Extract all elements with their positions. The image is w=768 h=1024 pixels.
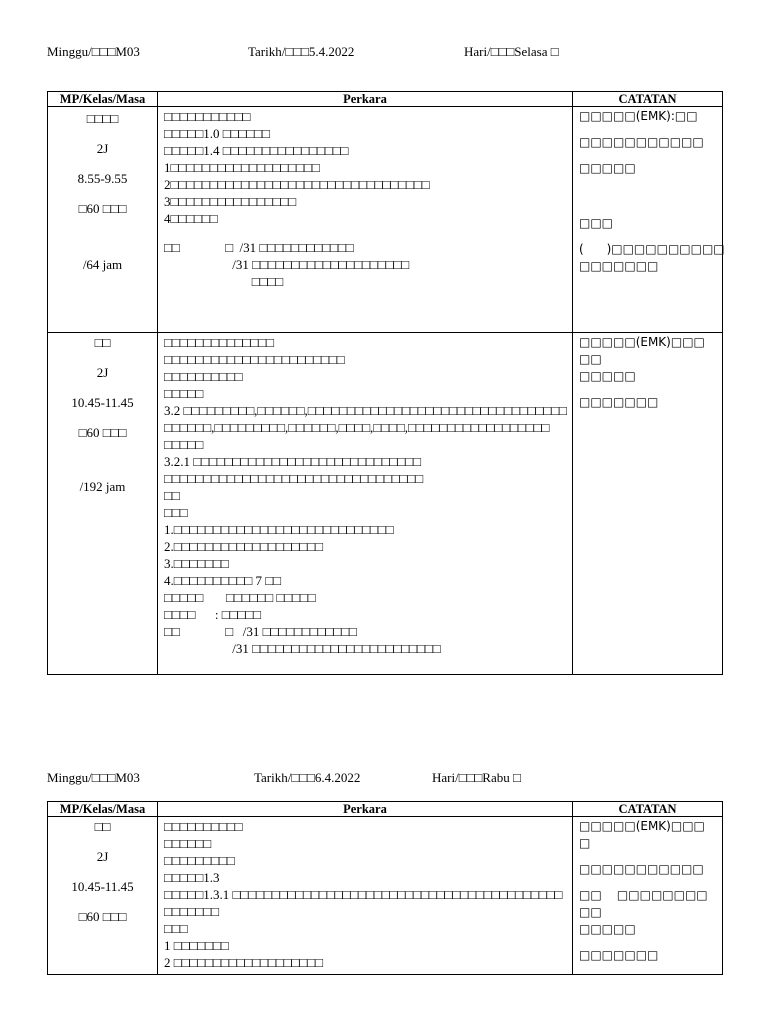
subject-name: □□ xyxy=(94,819,111,834)
perkara-line: 2.□□□□□□□□□□□□□□□□□□□ xyxy=(164,539,323,554)
perkara-line: □□ □ /31 □□□□□□□□□□□□ xyxy=(164,240,354,255)
column-header-perkara: Perkara xyxy=(158,92,573,107)
perkara-line: 1□□□□□□□□□□□□□□□□□□□ xyxy=(164,160,320,175)
catatan-line: □□□□□□□□□□□ xyxy=(579,135,704,149)
column-header-mp: MP/Kelas/Masa xyxy=(48,92,158,107)
perkara-line: □□□□□1.4 □□□□□□□□□□□□□□□□ xyxy=(164,143,349,158)
perkara-line: □□□□□□□□□□□□□□□□□□□□□□□□□□□□□□□□□ xyxy=(164,471,424,486)
time-slot: 10.45-11.45 xyxy=(71,395,134,410)
perkara-line: 1.□□□□□□□□□□□□□□□□□□□□□□□□□□□□ xyxy=(164,522,394,537)
catatan-cell xyxy=(573,107,723,333)
subject-name: □□ xyxy=(94,335,111,350)
perkara-line: □□□□ : □□□□□ xyxy=(164,607,262,622)
week-header-1 xyxy=(47,44,727,60)
perkara-line: □□□□□□ xyxy=(164,836,212,851)
catatan-line: □□□ xyxy=(579,216,614,230)
minggu-label: Minggu/□□□M03 xyxy=(47,44,140,59)
duration: □60 □□□ xyxy=(78,201,127,216)
mp-cell xyxy=(48,107,158,333)
perkara-line: □□□□□ xyxy=(164,386,204,401)
mp-cell xyxy=(48,817,158,975)
perkara-line: 3.□□□□□□□ xyxy=(164,556,229,571)
catatan-line: □□□□□(EMK):□□ xyxy=(579,109,698,123)
perkara-line: /31 □□□□□□□□□□□□□□□□□□□□□□□□ xyxy=(164,641,441,656)
catatan-cell xyxy=(573,817,723,975)
perkara-line: □□□□□□□□□□ xyxy=(164,819,243,834)
catatan-line: □□□□□ xyxy=(579,161,636,175)
catatan-line: □□ □□□□□□□□□□ xyxy=(579,888,708,919)
catatan-line: □□□□□ xyxy=(579,369,636,383)
perkara-line: □□□ xyxy=(164,505,188,520)
perkara-line: □□□□□ □□□□□□ □□□□□ xyxy=(164,590,316,605)
perkara-line: □□□□□1.0 □□□□□□ xyxy=(164,126,270,141)
perkara-line: □□□□□□□□□□□□□□□□□□□□□□□ xyxy=(164,352,345,367)
perkara-line: □□□□□□□□□ xyxy=(164,853,235,868)
perkara-line: 2□□□□□□□□□□□□□□□□□□□□□□□□□□□□□□□□□ xyxy=(164,177,430,192)
perkara-line: 1 □□□□□□□ xyxy=(164,938,229,953)
perkara-line: 3□□□□□□□□□□□□□□□□ xyxy=(164,194,297,209)
catatan-line: ( )□□□□□□□□□□ xyxy=(579,242,725,256)
perkara-line: □□□□□□□ xyxy=(164,904,219,919)
subject-name: □□□□ xyxy=(86,111,119,126)
column-header-catatan: CATATAN xyxy=(573,802,723,817)
perkara-line: /31 □□□□□□□□□□□□□□□□□□□□ xyxy=(164,257,410,272)
class-name: 2J xyxy=(96,141,109,156)
week-header-2 xyxy=(47,770,727,786)
hari-label: Hari/□□□Selasa □ xyxy=(464,44,559,59)
table-header-row xyxy=(48,802,723,817)
perkara-cell xyxy=(158,107,573,333)
perkara-line: □□□□□□□□□□ xyxy=(164,369,243,384)
column-header-catatan: CATATAN xyxy=(573,92,723,107)
perkara-line: □□□ xyxy=(164,921,188,936)
tarikh-label: Tarikh/□□□6.4.2022 xyxy=(254,770,361,785)
perkara-line: □□□□□1.3 xyxy=(164,870,220,885)
table-row xyxy=(48,817,723,975)
lesson-plan-table-2 xyxy=(47,801,723,975)
class-name: 2J xyxy=(96,849,109,864)
perkara-line: □□ xyxy=(164,488,180,503)
total-hours: /64 jam xyxy=(82,257,123,272)
perkara-line: 3.2.1 □□□□□□□□□□□□□□□□□□□□□□□□□□□□□ xyxy=(164,454,421,469)
perkara-line: □□ □ /31 □□□□□□□□□□□□ xyxy=(164,624,357,639)
catatan-line: □□□□□ xyxy=(579,922,636,936)
catatan-line: □□□□□□□ xyxy=(579,948,659,962)
catatan-line: □□□□□□□□□□□ xyxy=(579,862,704,876)
duration: □60 □□□ xyxy=(78,425,127,440)
catatan-line: □□□□□□□ xyxy=(579,259,659,273)
time-slot: 10.45-11.45 xyxy=(71,879,134,894)
column-header-mp: MP/Kelas/Masa xyxy=(48,802,158,817)
perkara-line: □□□□□ xyxy=(164,437,204,452)
column-header-perkara: Perkara xyxy=(158,802,573,817)
perkara-cell xyxy=(158,817,573,975)
perkara-line: □□□□□□□□□□□□□□ xyxy=(164,335,274,350)
total-hours: /192 jam xyxy=(79,479,126,494)
duration: □60 □□□ xyxy=(78,909,127,924)
perkara-line: □□□□ xyxy=(164,274,284,289)
mp-cell xyxy=(48,333,158,675)
minggu-label: Minggu/□□□M03 xyxy=(47,770,140,785)
time-slot: 8.55-9.55 xyxy=(77,171,128,186)
catatan-line: □□□□□(EMK)□□□□□ xyxy=(579,335,705,366)
perkara-line: 4.□□□□□□□□□□ 7 □□ xyxy=(164,573,281,588)
class-name: 2J xyxy=(96,365,109,380)
catatan-line: □□□□□(EMK)□□□□ xyxy=(579,819,705,850)
catatan-line: □□□□□□□ xyxy=(579,395,659,409)
table-row xyxy=(48,333,723,675)
perkara-line: 4□□□□□□ xyxy=(164,211,218,226)
perkara-line xyxy=(164,227,567,239)
perkara-line: 3.2 □□□□□□□□□,□□□□□□,□□□□□□□□□□□□□□□□□□□□□□□□□□□□□□□□□□□□□□□,□□□□□□□□□,□□□□□□,□□□□,□□□□,□□□□□□□□□□□□□□□□□□ xyxy=(164,403,567,435)
catatan-cell xyxy=(573,333,723,675)
tarikh-label: Tarikh/□□□5.4.2022 xyxy=(248,44,355,59)
perkara-line: □□□□□1.3.1 □□□□□□□□□□□□□□□□□□□□□□□□□□□□□□□□□□□□□□□□□□ xyxy=(164,887,563,902)
perkara-line: □□□□□□□□□□□ xyxy=(164,109,251,124)
hari-label: Hari/□□□Rabu □ xyxy=(432,770,521,785)
perkara-cell xyxy=(158,333,573,675)
lesson-plan-table-1 xyxy=(47,91,723,675)
table-row xyxy=(48,107,723,333)
table-header-row xyxy=(48,92,723,107)
perkara-line: 2 □□□□□□□□□□□□□□□□□□□ xyxy=(164,955,323,970)
